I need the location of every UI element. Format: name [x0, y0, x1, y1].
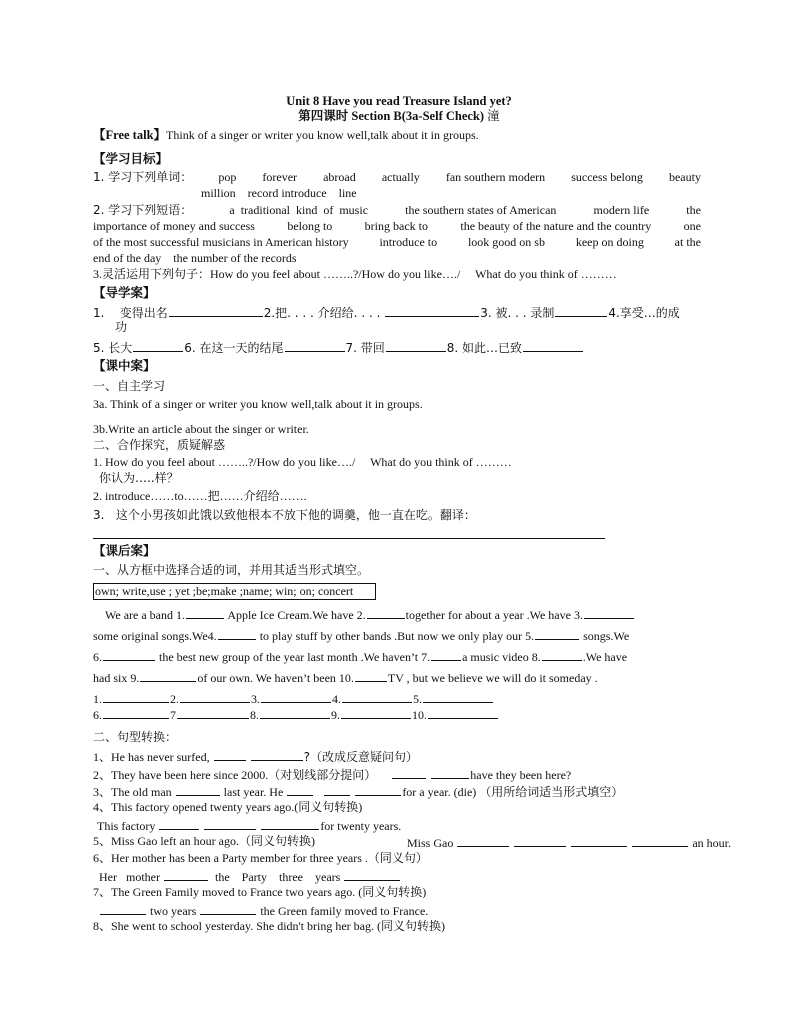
preview-row-1: [93, 304, 680, 321]
sentence-text: This factory: [97, 819, 156, 833]
answer-num: 2.: [170, 692, 179, 706]
passage-text: 6.: [93, 650, 102, 664]
passage-text: together for about a year .We have 3.: [405, 608, 583, 622]
sentence-text: Miss Gao: [407, 836, 454, 850]
answer-blank[interactable]: [260, 706, 330, 719]
answer-blank[interactable]: [287, 783, 313, 796]
sentence-text: years: [315, 870, 341, 884]
in-class-q1: 1. How do you feel about ……..?/How do you like…./ What do you think of ………: [93, 455, 512, 469]
sentence-4: 4、This factory opened twenty years ago.(同义句转换): [93, 800, 363, 814]
answer-blank[interactable]: [164, 868, 208, 881]
answer-blank[interactable]: [103, 690, 169, 703]
answer-blank[interactable]: [133, 339, 183, 352]
answer-blank[interactable]: [555, 304, 607, 317]
sentence-note: ?（改成反意疑问句）: [303, 750, 419, 764]
passage-text: songs.We: [580, 629, 630, 643]
phrase: bring back to: [364, 219, 428, 233]
author-mark: 潼: [487, 109, 500, 123]
phrase: of the most successful musicians in American history: [93, 235, 349, 249]
phrase: a traditional kind of music: [229, 203, 369, 217]
objectives-item-2-line-2: [93, 219, 701, 234]
answer-blank[interactable]: [251, 748, 303, 761]
after-class-part-1-title: 一、从方框中选择合适的词，并用其适当形式填空。: [93, 563, 370, 577]
sentence-text: an hour.: [692, 836, 732, 850]
page-subtitle: [93, 109, 705, 124]
sentence-1: [93, 748, 418, 765]
preview-row-1-cont: 功: [115, 320, 128, 334]
passage-line-3: [93, 648, 627, 665]
sentence-8: 8、She went to school yesterday. She didn't bring her bag. (同义句转换): [93, 919, 445, 933]
preview-item: 1. 变得出名: [93, 306, 168, 320]
sentence-5-answer: [407, 834, 731, 851]
answer-blank[interactable]: [176, 783, 220, 796]
objectives-item-2-line-4: end of the day the number of the records: [93, 251, 297, 265]
answer-blank[interactable]: [367, 606, 405, 619]
sentence-text: Her: [99, 870, 117, 884]
sentence-text: 5、Miss Gao left an hour ago.（同义句转换): [93, 834, 315, 848]
free-talk-label: 【Free talk】: [93, 128, 167, 142]
phrase: the southern states of American: [405, 203, 557, 217]
answer-num: 10.: [412, 708, 427, 722]
sentence-text: two years: [150, 904, 197, 918]
in-class-q2: 2. introduce……to……把……介绍给…….: [93, 489, 307, 503]
in-class-3a: 3a. Think of a singer or writer you know well,talk about it in groups.: [93, 397, 423, 411]
answer-blank[interactable]: [535, 627, 579, 640]
sentence-text: 2、They have been here since 2000.（对划线部分提问）: [93, 768, 377, 782]
in-class-part-1-title: 一、自主学习: [93, 379, 166, 393]
phrase: modern life: [593, 203, 650, 217]
answer-blank[interactable]: [431, 766, 469, 779]
page-title: Unit 8 Have you read Treasure Island yet?: [286, 94, 512, 108]
objectives-item-2-line-1: [93, 203, 701, 218]
passage-text: of our own. We haven’t been 10.: [197, 671, 354, 685]
sentence-text: Party: [241, 870, 268, 884]
phrase: the: [686, 203, 701, 217]
answer-blank[interactable]: [514, 834, 566, 847]
answer-blank[interactable]: [180, 690, 250, 703]
answer-blank[interactable]: [423, 690, 493, 703]
free-talk: [93, 128, 479, 143]
objectives-item-3: 3.灵活运用下列句子：How do you feel about ……..?/How do you like…./ What do you think of ………: [93, 267, 617, 281]
answer-blank[interactable]: [261, 817, 319, 830]
preview-item: 5. 长大: [93, 341, 133, 355]
in-class-q1-cont: 你认为…..样？: [99, 471, 179, 485]
sentence-text: for twenty years.: [320, 819, 402, 833]
preview-row-2: [93, 339, 584, 356]
answer-blank[interactable]: [140, 669, 196, 682]
answer-blank[interactable]: [324, 783, 350, 796]
answer-blank[interactable]: [386, 339, 446, 352]
answer-blank[interactable]: [584, 606, 634, 619]
objectives-heading: 【学习目标】: [93, 151, 169, 166]
passage-line-2: [93, 627, 629, 644]
passage-text: the best new group of the year last month .We haven’t 7.: [156, 650, 431, 664]
objectives-item-1-cont: million record introduce line: [201, 186, 357, 200]
objectives-item-2-prefix: 2. 学习下列短语：: [93, 203, 193, 217]
answer-blank[interactable]: [428, 706, 498, 719]
preview-item: 4.享受…的成: [608, 306, 680, 320]
answer-blank[interactable]: [385, 304, 479, 317]
phrase: belong to: [287, 219, 333, 233]
phrase: one: [683, 219, 701, 233]
in-class-3b: 3b.Write an article about the singer or writer.: [93, 422, 309, 436]
answer-blank[interactable]: [200, 902, 256, 915]
word: pop: [218, 170, 237, 184]
answer-blank[interactable]: [214, 748, 246, 761]
passage-text: We are a band 1.: [105, 608, 185, 622]
in-class-part-2-title: 二、合作探究，质疑解惑: [93, 438, 226, 452]
answer-row-2: [93, 706, 499, 723]
answer-num: 1.: [93, 692, 102, 706]
sentence-text: the Green family moved to France.: [260, 904, 429, 918]
answer-blank[interactable]: [341, 706, 411, 719]
sentence-7: 7、The Green Family moved to France two years ago. (同义句转换): [93, 885, 427, 899]
sentence-5: [93, 834, 732, 850]
word: forever: [262, 170, 298, 184]
free-talk-text: Think of a singer or writer you know well,talk about it in groups.: [166, 128, 479, 142]
answer-blank[interactable]: [177, 706, 249, 719]
objectives-item-1: [93, 170, 701, 185]
sentence-text: 3、The old man: [93, 785, 172, 799]
preview-item: 7. 带回: [345, 341, 385, 355]
sentence-7-answer: [99, 902, 428, 919]
sentence-text: last year. He: [223, 785, 284, 799]
sentence-text: mother: [126, 870, 160, 884]
sentence-text: the: [215, 870, 230, 884]
objectives-item-1-prefix: 1. 学习下列单词：: [93, 170, 193, 184]
answer-blank[interactable]: [103, 648, 155, 661]
phrase: look good on sb: [467, 235, 545, 249]
translation-answer-line[interactable]: [93, 538, 605, 539]
sentence-text: three: [279, 870, 303, 884]
preview-heading: 【导学案】: [93, 285, 156, 300]
answer-blank[interactable]: [571, 834, 627, 847]
preview-item: 2.把. . . . 介绍给. . . .: [263, 306, 385, 320]
answer-blank[interactable]: [344, 868, 400, 881]
preview-item: 3. 被. . . 录制: [480, 306, 555, 320]
answer-blank[interactable]: [355, 669, 387, 682]
answer-blank[interactable]: [261, 690, 331, 703]
answer-blank[interactable]: [218, 627, 256, 640]
answer-num: 3.: [251, 692, 260, 706]
phrase: the beauty of the nature and the country: [460, 219, 652, 233]
passage-text: to play stuff by other bands .But now we only play our 5.: [256, 629, 535, 643]
in-class-q3: 3. 这个小男孩如此饿以致他根本不放下他的调羹，他一直在吃。翻译：: [93, 508, 476, 522]
word: actually: [381, 170, 420, 184]
passage-text: some original songs.We4.: [93, 629, 217, 643]
answer-blank[interactable]: [285, 339, 345, 352]
preview-item: 8. 如此…已致: [446, 341, 523, 355]
objectives-item-2-line-3: [93, 235, 701, 250]
word: success belong: [571, 170, 643, 184]
after-class-part-2-title: 二、句型转换：: [93, 730, 178, 744]
answer-blank[interactable]: [103, 706, 169, 719]
answer-blank[interactable]: [632, 834, 688, 847]
after-class-heading: 【课后案】: [93, 543, 156, 558]
word: abroad: [323, 170, 356, 184]
passage-line-1: [105, 606, 635, 623]
answer-num: 4.: [332, 692, 341, 706]
word: beauty: [668, 170, 701, 184]
word: fan southern modern: [445, 170, 546, 184]
passage-text: TV , but we believe we will do it someday .: [387, 671, 598, 685]
phrase: keep on doing: [575, 235, 644, 249]
answer-num: 6.: [93, 708, 102, 722]
answer-blank[interactable]: [457, 834, 509, 847]
sentence-6-answer: [99, 868, 401, 885]
answer-blank[interactable]: [392, 766, 426, 779]
subtitle-text: 第四课时 Section B(3a-Self Check): [298, 109, 485, 123]
answer-blank[interactable]: [523, 339, 583, 352]
passage-text: a music video 8.: [462, 650, 541, 664]
answer-blank[interactable]: [542, 648, 582, 661]
passage-text: .We have: [582, 650, 628, 664]
sentence-6: 6、Her mother has been a Party member for three years .（同义句）: [93, 851, 428, 865]
sentence-4-answer: [97, 817, 401, 834]
phrase: at the: [674, 235, 701, 249]
sentence-text: for a year. (die) （用所给词适当形式填空）: [402, 785, 624, 799]
passage-text: Apple Ice Cream.We have 2.: [225, 608, 366, 622]
passage-text: had six 9.: [93, 671, 140, 685]
answer-blank[interactable]: [100, 902, 146, 915]
answer-num: 9.: [331, 708, 340, 722]
sentence-text: 1、He has never surfed,: [93, 750, 210, 764]
answer-row-1: [93, 690, 494, 707]
answer-blank[interactable]: [431, 648, 461, 661]
answer-num: 5.: [413, 692, 422, 706]
answer-num: 7: [170, 708, 176, 722]
sentence-3: [93, 783, 623, 800]
word-box: own; write,use ; yet ;be;make ;name; win; on; concert: [93, 583, 376, 600]
sentence-text: have they been here?: [470, 768, 572, 782]
phrase: introduce to: [379, 235, 438, 249]
answer-blank[interactable]: [186, 606, 224, 619]
phrase: importance of money and success: [93, 219, 255, 233]
answer-blank[interactable]: [355, 783, 401, 796]
preview-item: 6. 在这一天的结尾: [184, 341, 284, 355]
sentence-2: [93, 766, 571, 783]
passage-line-4: [93, 669, 598, 686]
answer-blank[interactable]: [159, 817, 199, 830]
answer-blank[interactable]: [169, 304, 263, 317]
answer-blank[interactable]: [204, 817, 256, 830]
in-class-heading: 【课中案】: [93, 358, 156, 373]
answer-blank[interactable]: [342, 690, 412, 703]
answer-num: 8.: [250, 708, 259, 722]
